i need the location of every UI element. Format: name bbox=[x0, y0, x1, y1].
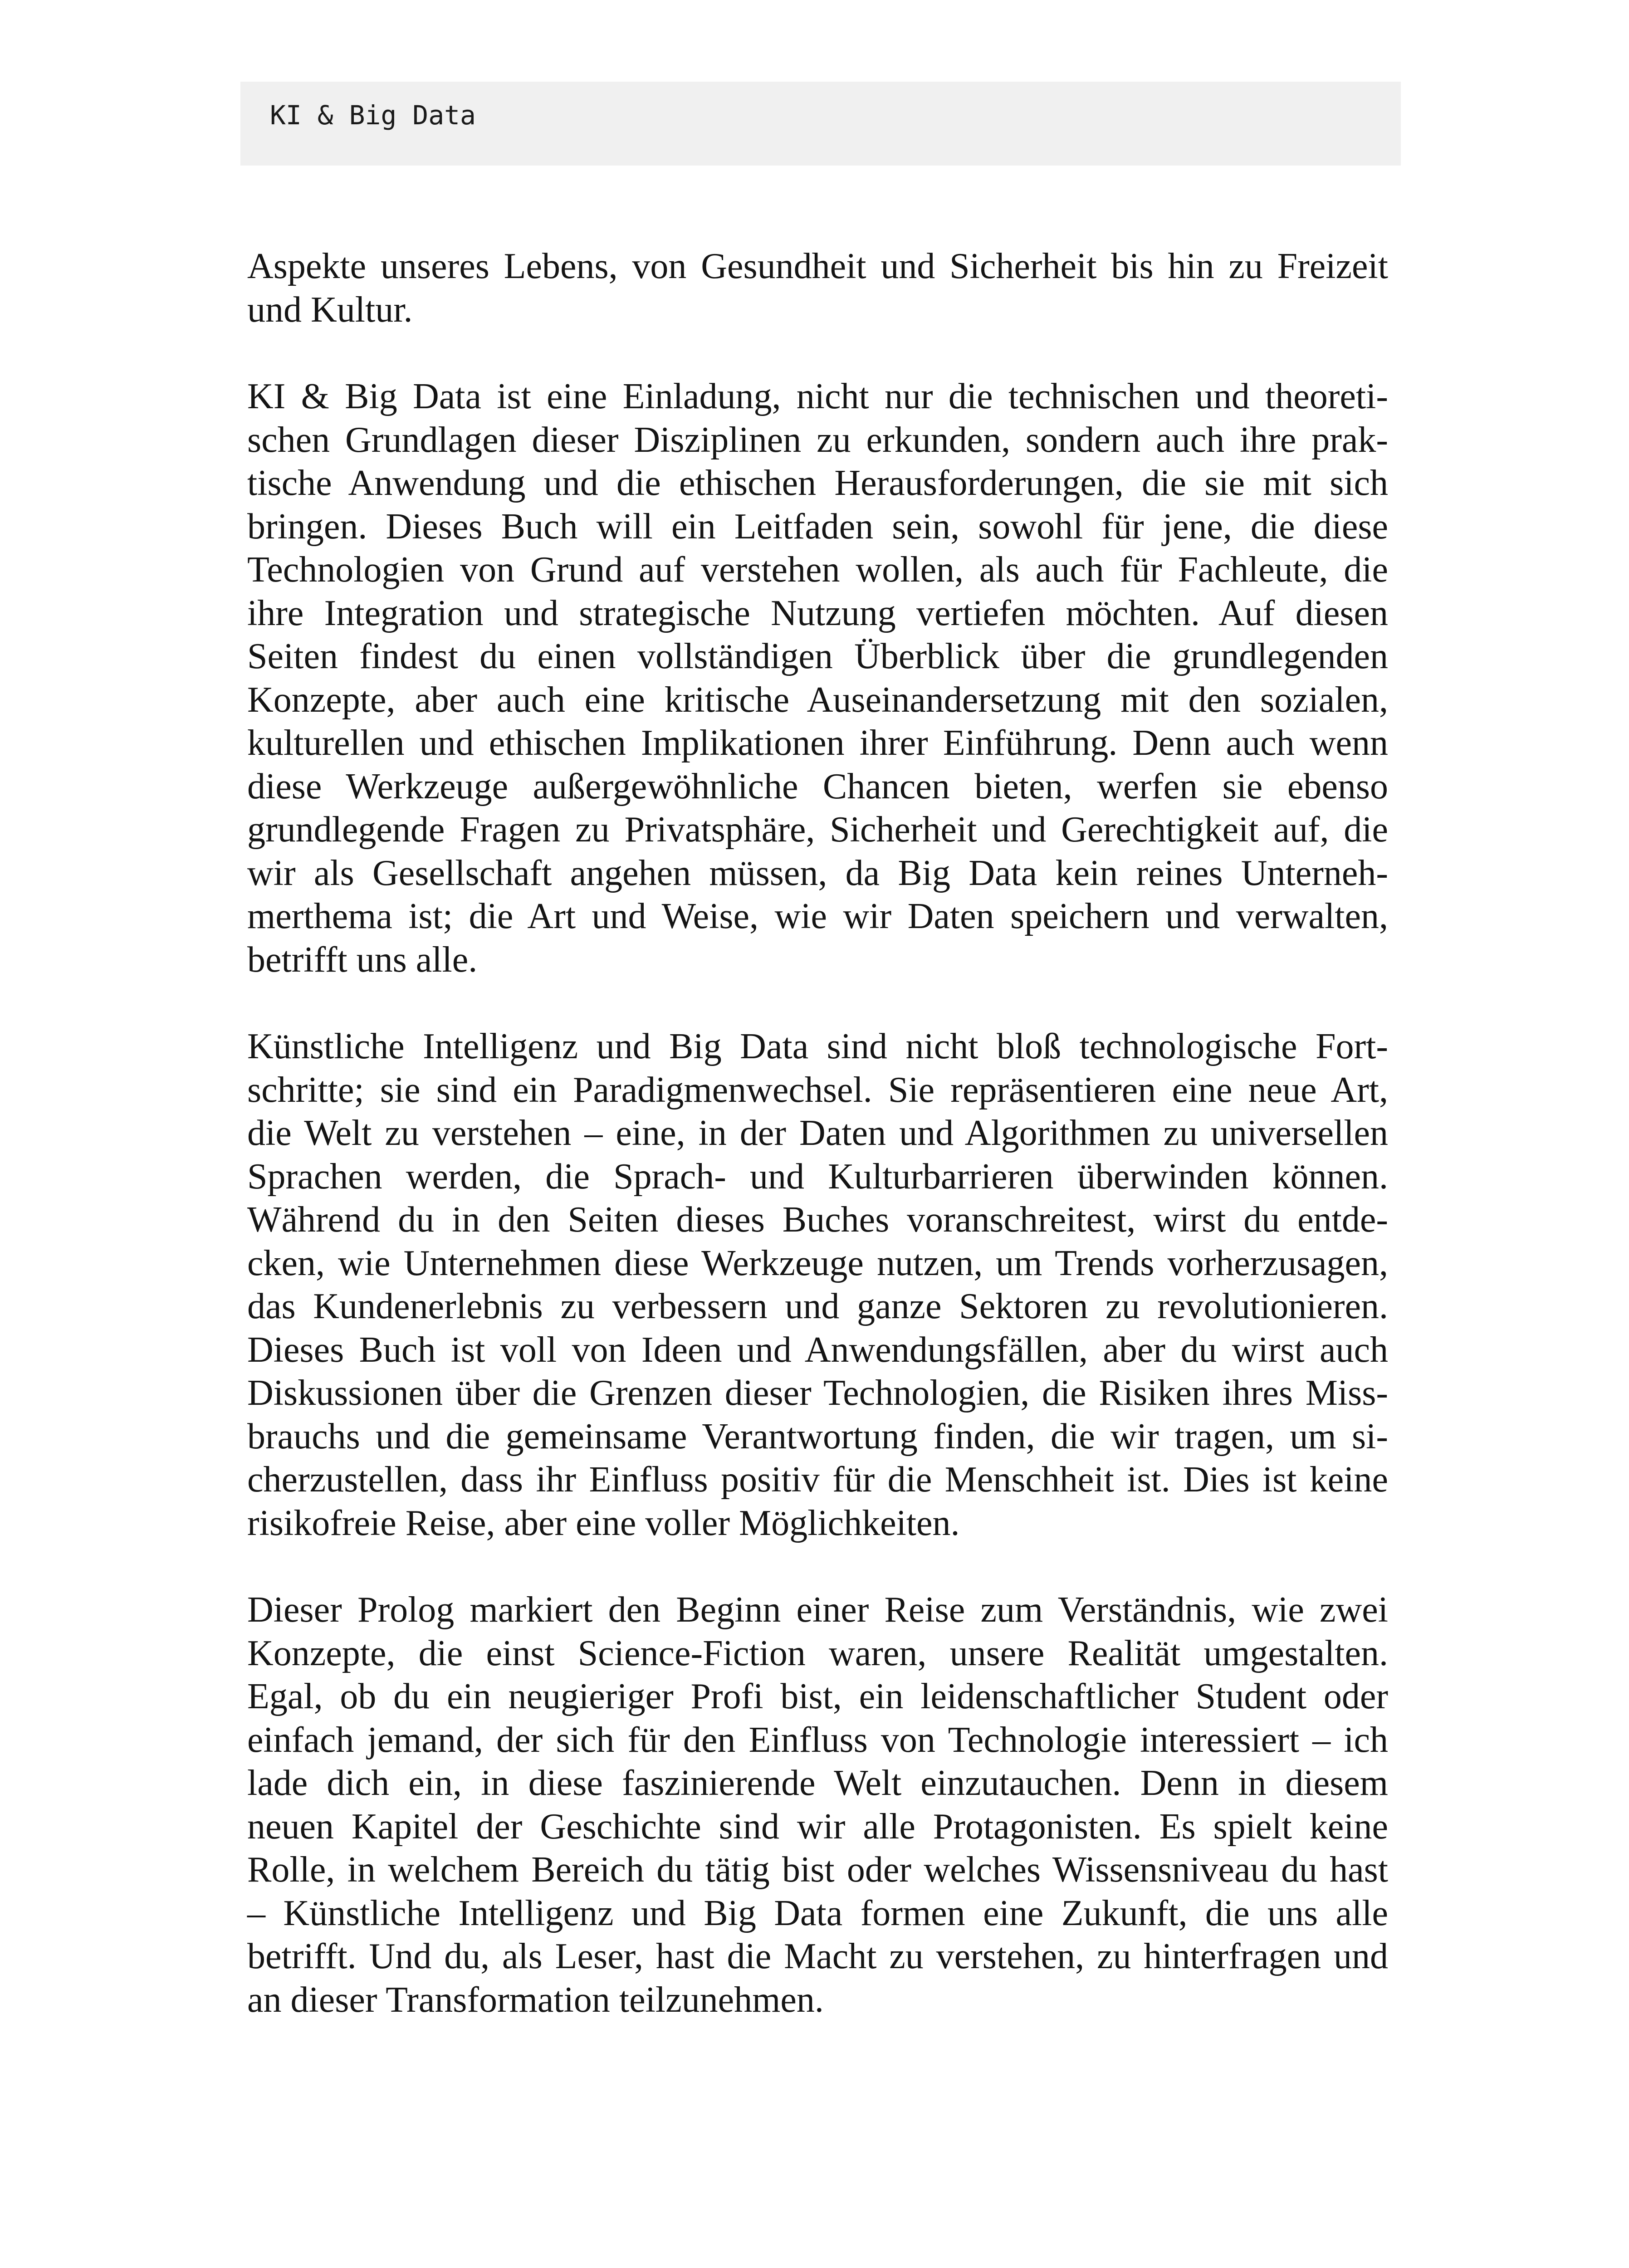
paragraph-4 bbox=[247, 1589, 1388, 2022]
text-line: ihre Integration und strategische Nutzung vertiefen möchten. Auf diesen bbox=[247, 593, 1388, 633]
text-line: Dieser Prolog markiert den Beginn einer Reise zum Verständnis, wie zwei bbox=[247, 1590, 1388, 1630]
paragraph-3 bbox=[247, 1025, 1388, 1545]
text-line: Während du in den Seiten dieses Buches voranschreitest, wirst du entde- bbox=[247, 1200, 1388, 1240]
text-line: lade dich ein, in diese faszinierende Welt einzutauchen. Denn in diesem bbox=[247, 1763, 1388, 1803]
text-line: Konzepte, die einst Science-Fiction waren, unsere Realität umgestalten. bbox=[247, 1633, 1388, 1673]
text-line: kulturellen und ethischen Implikationen ihrer Einführung. Denn auch wenn bbox=[247, 723, 1388, 763]
text-line: Technologien von Grund auf verstehen wollen, als auch für Fachleute, die bbox=[247, 550, 1388, 590]
text-line: einfach jemand, der sich für den Einfluss von Technologie interessiert – ich bbox=[247, 1720, 1388, 1760]
text-line: wir als Gesellschaft angehen müssen, da Big Data kein reines Unterneh- bbox=[247, 853, 1388, 893]
text-line: risikofreie Reise, aber eine voller Möglichkeiten. bbox=[247, 1503, 960, 1543]
paragraph-2 bbox=[247, 375, 1388, 982]
running-header-title: KI & Big Data bbox=[270, 100, 476, 131]
text-line: die Welt zu verstehen – eine, in der Daten und Algorithmen zu universellen bbox=[247, 1113, 1388, 1153]
text-line: Seiten findest du einen vollständigen Überblick über die grundlegenden bbox=[247, 636, 1388, 676]
text-line: betrifft uns alle. bbox=[247, 939, 478, 980]
text-line: neuen Kapitel der Geschichte sind wir alle Protagonisten. Es spielt keine bbox=[247, 1806, 1388, 1847]
text-line: Diskussionen über die Grenzen dieser Technologien, die Risiken ihres Miss- bbox=[247, 1373, 1388, 1413]
text-line: bringen. Dieses Buch will ein Leitfaden sein, sowohl für jene, die diese bbox=[247, 506, 1388, 547]
text-line: merthema ist; die Art und Weise, wie wir Daten speichern und verwalten, bbox=[247, 896, 1388, 936]
text-line: cherzustellen, dass ihr Einfluss positiv für die Menschheit ist. Dies ist keine bbox=[247, 1460, 1388, 1500]
paragraph-1 bbox=[247, 245, 1388, 332]
text-line: – Künstliche Intelligenz und Big Data formen eine Zukunft, die uns alle bbox=[247, 1893, 1388, 1933]
body-text bbox=[247, 245, 1388, 2065]
text-line: tische Anwendung und die ethischen Herausforderungen, die sie mit sich bbox=[247, 463, 1388, 503]
text-line: Aspekte unseres Lebens, von Gesundheit und Sicherheit bis hin zu Freizeit bbox=[247, 246, 1388, 286]
text-line: schritte; sie sind ein Paradigmenwechsel. Sie repräsentieren eine neue Art, bbox=[247, 1070, 1388, 1110]
text-line: Rolle, in welchem Bereich du tätig bist oder welches Wissensniveau du hast bbox=[247, 1850, 1388, 1890]
text-line: das Kundenerlebnis zu verbessern und ganze Sektoren zu revolutionieren. bbox=[247, 1286, 1388, 1326]
text-line: und Kultur. bbox=[247, 289, 413, 330]
text-line: schen Grundlagen dieser Disziplinen zu erkunden, sondern auch ihre prak- bbox=[247, 420, 1388, 460]
text-line: KI & Big Data ist eine Einladung, nicht nur die technischen und theoreti- bbox=[247, 376, 1388, 416]
text-line: betrifft. Und du, als Leser, hast die Macht zu verstehen, zu hinterfragen und bbox=[247, 1936, 1388, 1976]
text-line: grundlegende Fragen zu Privatsphäre, Sicherheit und Gerechtigkeit auf, die bbox=[247, 810, 1388, 850]
running-header bbox=[240, 82, 1401, 166]
text-line: brauchs und die gemeinsame Verantwortung finden, die wir tragen, um si- bbox=[247, 1416, 1388, 1457]
text-line: Egal, ob du ein neugieriger Profi bist, ein leidenschaftlicher Student oder bbox=[247, 1677, 1388, 1716]
text-line: Sprachen werden, die Sprach- und Kulturbarrieren überwinden können. bbox=[247, 1156, 1388, 1197]
text-line: an dieser Transformation teilzunehmen. bbox=[247, 1980, 824, 2020]
text-line: diese Werkzeuge außergewöhnliche Chancen bieten, werfen sie ebenso bbox=[247, 766, 1388, 807]
text-line: cken, wie Unternehmen diese Werkzeuge nutzen, um Trends vorherzusagen, bbox=[247, 1243, 1388, 1283]
text-line: Dieses Buch ist voll von Ideen und Anwendungsfällen, aber du wirst auch bbox=[247, 1330, 1388, 1370]
text-line: Konzepte, aber auch eine kritische Auseinandersetzung mit den sozialen, bbox=[247, 679, 1388, 720]
text-line: Künstliche Intelligenz und Big Data sind nicht bloß technologische Fort- bbox=[247, 1026, 1388, 1066]
